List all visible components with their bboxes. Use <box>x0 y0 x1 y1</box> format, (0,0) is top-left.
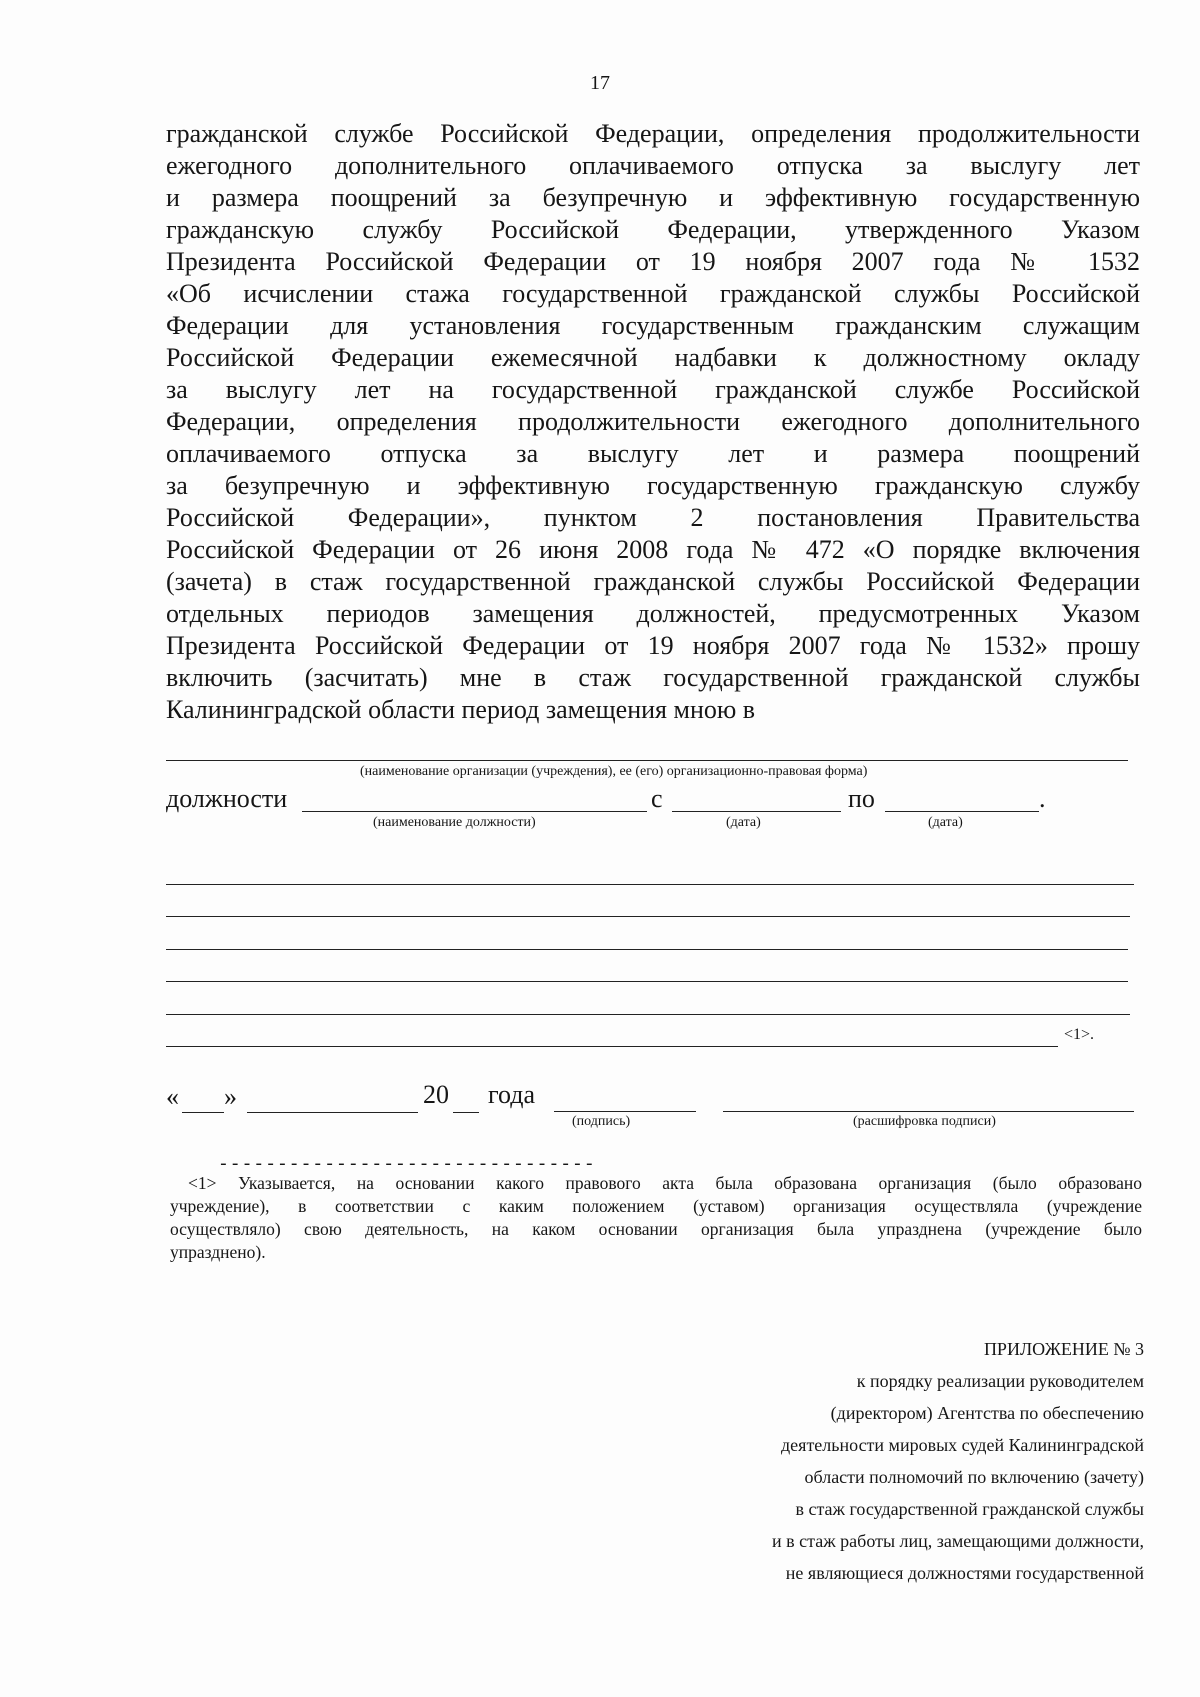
signature-decode-field-line[interactable] <box>723 1111 1134 1112</box>
body-line: и размера поощрений за безупречную и эффективную государственную <box>166 183 1140 212</box>
month-field-line[interactable] <box>247 1112 418 1113</box>
appendix-heading <box>584 1333 1144 1589</box>
body-line: гражданской службе Российской Федерации, определения продолжительности <box>166 119 1140 148</box>
body-line: Калининградской области период замещения мною в <box>166 695 756 724</box>
details-line[interactable] <box>166 949 1128 950</box>
year-word: года <box>488 1080 536 1109</box>
signature-field-line[interactable] <box>554 1111 696 1112</box>
date-from-field-line[interactable] <box>672 811 841 812</box>
body-line: Федерации, определения продолжительности ежегодного дополнительного <box>166 407 1140 436</box>
body-line: отдельных периодов замещения должностей, предусмотренных Указом <box>166 599 1140 628</box>
appendix-title: ПРИЛОЖЕНИЕ № 3 <box>983 1339 1144 1359</box>
position-field-line[interactable] <box>302 811 647 812</box>
footnote-separator: -------------------------------- <box>218 1155 596 1175</box>
body-line: Российской Федерации», пунктом 2 постановления Правительства <box>166 503 1140 532</box>
appendix-line: к порядку реализации руководителем <box>856 1371 1144 1391</box>
body-line: включить (засчитать) мне в стаж государственной гражданской службы <box>166 663 1140 692</box>
to-label: по <box>848 784 875 813</box>
signature-caption: (подпись) <box>572 1114 631 1129</box>
position-caption: (наименование должности) <box>373 815 536 830</box>
position-label: должности <box>166 784 288 813</box>
date-to-caption: (дата) <box>928 815 963 830</box>
body-line: гражданскую службу Российской Федерации, утвержденного Указом <box>166 215 1140 244</box>
appendix-line: не являющиеся должностями государственной <box>785 1563 1144 1583</box>
body-line: оплачиваемого отпуска за выслугу лет и размера поощрений <box>166 439 1140 468</box>
date-from-caption: (дата) <box>726 815 761 830</box>
from-label: с <box>651 784 663 813</box>
details-line[interactable] <box>166 981 1128 982</box>
details-line[interactable] <box>166 916 1130 917</box>
details-line[interactable] <box>166 1046 1058 1047</box>
signature-decode-caption: (расшифровка подписи) <box>853 1114 996 1129</box>
organization-field-line[interactable] <box>166 760 1128 761</box>
footnote-line: учреждение), в соответствии с каким положением (уставом) организация осуществляла (учреждение <box>170 1196 1142 1216</box>
body-line: за безупречную и эффективную государственную гражданскую службу <box>166 471 1140 500</box>
footnote-reference: <1>. <box>1064 1026 1095 1043</box>
body-line: Федерации для установления государственным гражданским служащим <box>166 311 1140 340</box>
appendix-line: области полномочий по включению (зачету) <box>804 1467 1144 1487</box>
period-end-mark: . <box>1039 784 1046 813</box>
appendix-line: и в стаж работы лиц, замещающими должности, <box>772 1531 1144 1551</box>
footnote-line: <1> Указывается, на основании какого правового акта была образована организация (было образовано <box>188 1173 1142 1193</box>
appendix-line: деятельности мировых судей Калининградской <box>781 1435 1144 1455</box>
details-line[interactable] <box>166 884 1134 885</box>
body-line: (зачета) в стаж государственной гражданской службы Российской Федерации <box>166 567 1140 596</box>
quote-open: « <box>166 1082 179 1111</box>
date-to-field-line[interactable] <box>885 811 1039 812</box>
details-line[interactable] <box>166 1014 1130 1015</box>
quote-close: » <box>224 1082 237 1111</box>
year-prefix: 20 <box>423 1080 449 1109</box>
application-body-text <box>166 118 1140 726</box>
appendix-line: в стаж государственной гражданской службы <box>795 1499 1144 1519</box>
footnote-line: упразднено). <box>170 1242 266 1262</box>
body-line: за выслугу лет на государственной гражданской службе Российской <box>166 375 1140 404</box>
page-number: 17 <box>590 72 610 94</box>
body-line: Президента Российской Федерации от 19 ноября 2007 года № 1532 <box>166 247 1140 276</box>
appendix-line: (директором) Агентства по обеспечению <box>830 1403 1144 1423</box>
body-line: Российской Федерации ежемесячной надбавки к должностному окладу <box>166 343 1140 372</box>
day-field-line[interactable] <box>182 1112 224 1113</box>
body-line: ежегодного дополнительного оплачиваемого отпуска за выслугу лет <box>166 151 1140 180</box>
body-line: Президента Российской Федерации от 19 ноября 2007 года № 1532» прошу <box>166 631 1140 660</box>
year-field-line[interactable] <box>453 1112 479 1113</box>
footnote <box>170 1172 1142 1264</box>
footnote-line: осуществляло) свою деятельность, на каком основании организация была упразднена (учреждение было <box>170 1219 1142 1239</box>
body-line: «Об исчислении стажа государственной гражданской службы Российской <box>166 279 1140 308</box>
organization-caption: (наименование организации (учреждения), ее (его) организационно-правовая форма) <box>360 764 868 779</box>
body-line: Российской Федерации от 26 июня 2008 года № 472 «О порядке включения <box>166 535 1140 564</box>
